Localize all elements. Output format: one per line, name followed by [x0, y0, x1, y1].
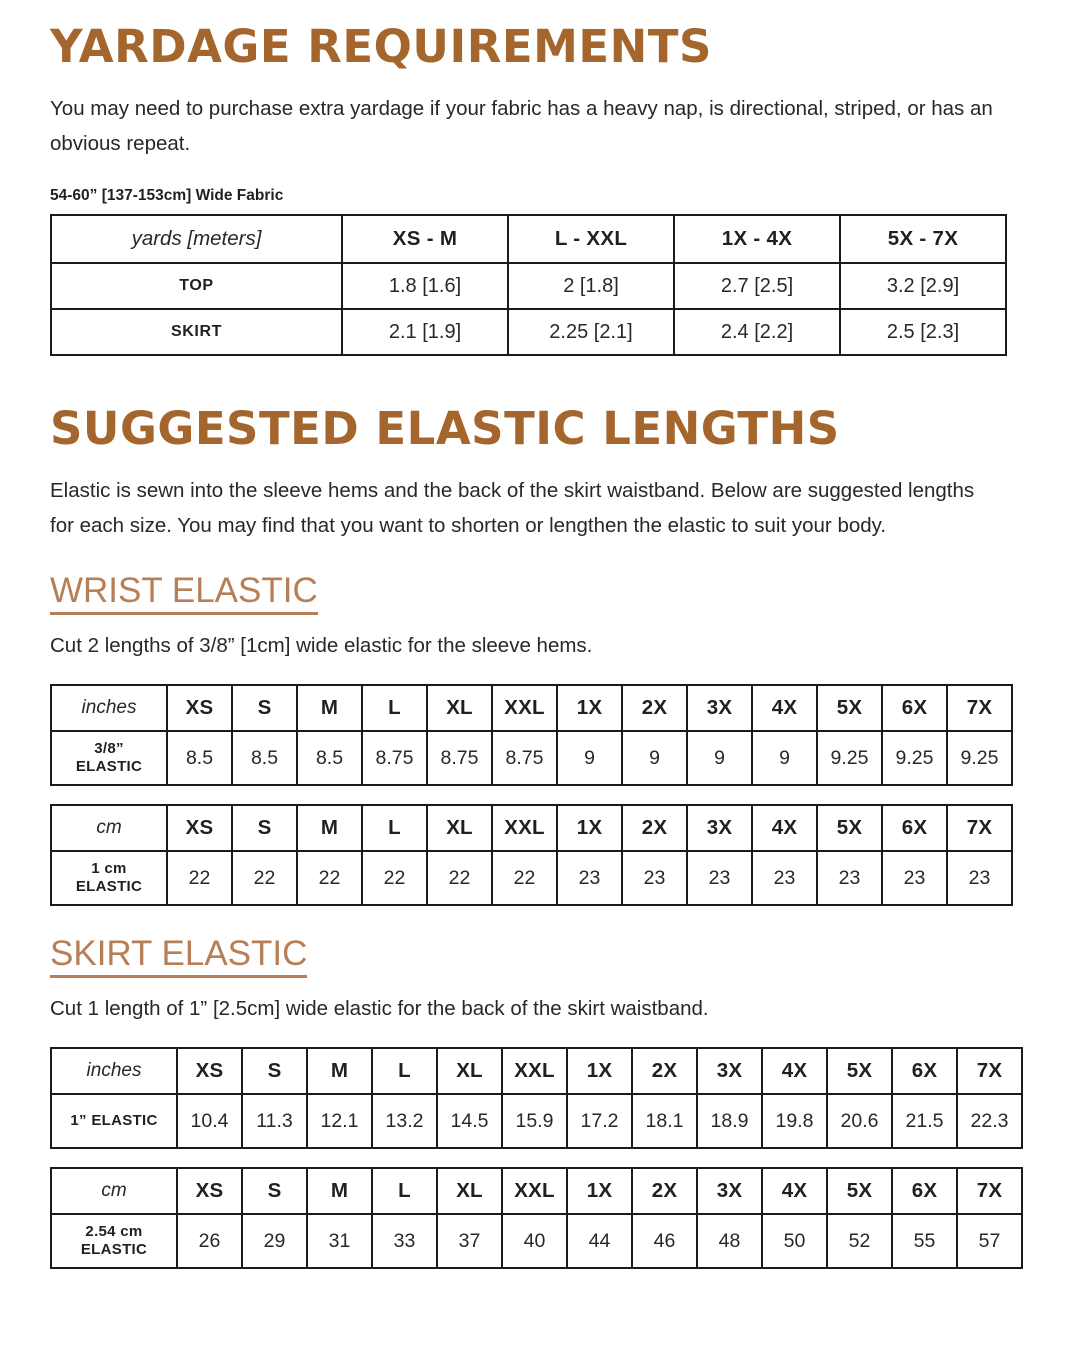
wrist-in-xxl: 8.75 — [492, 731, 557, 785]
yardage-table — [50, 214, 1007, 356]
yardage-unit-label: yards [meters] — [51, 215, 342, 263]
wrist-elastic-inches-table — [50, 684, 1013, 786]
skirt-cm-6x: 55 — [892, 1214, 957, 1268]
size-head-xl: XL — [427, 805, 492, 851]
wrist-in-m: 8.5 — [297, 731, 362, 785]
skirt-cm-m: 31 — [307, 1214, 372, 1268]
size-head-7x: 7X — [957, 1168, 1022, 1214]
yardage-intro-text: You may need to purchase extra yardage if your fabric has a heavy nap, is directional, striped, or has an obvious repeat. — [50, 97, 993, 155]
skirt-in-5x: 20.6 — [827, 1094, 892, 1148]
size-head-l: L — [372, 1048, 437, 1094]
size-head-5x: 5X — [827, 1048, 892, 1094]
wrist-cm-xs: 22 — [167, 851, 232, 905]
skirt-in-l: 13.2 — [372, 1094, 437, 1148]
size-head-1x: 1X — [557, 685, 622, 731]
wrist-cm-m: 22 — [297, 851, 362, 905]
wrist-in-row-label-line2: ELASTIC — [75, 758, 143, 775]
wrist-cm-l: 22 — [362, 851, 427, 905]
skirt-cm-row-label — [51, 1214, 177, 1268]
skirt-cm-xl: 37 — [437, 1214, 502, 1268]
wrist-cm-xxl: 22 — [492, 851, 557, 905]
skirt-in-xl: 14.5 — [437, 1094, 502, 1148]
size-head-l: L — [372, 1168, 437, 1214]
size-head-xxl: XXL — [492, 685, 557, 731]
size-head-1x: 1X — [567, 1048, 632, 1094]
yardage-col-head-0: XS - M — [342, 215, 508, 263]
table-header-row — [51, 215, 1006, 263]
skirt-cm-xxl: 40 — [502, 1214, 567, 1268]
skirt-in-3x: 18.9 — [697, 1094, 762, 1148]
wrist-elastic-cm-table — [50, 804, 1013, 906]
wrist-cm-xl: 22 — [427, 851, 492, 905]
wrist-in-s: 8.5 — [232, 731, 297, 785]
size-head-6x: 6X — [882, 685, 947, 731]
wrist-cm-unit-label: cm — [51, 805, 167, 851]
size-head-xxl: XXL — [502, 1048, 567, 1094]
skirt-in-1x: 17.2 — [567, 1094, 632, 1148]
yardage-col-head-1: L - XXL — [508, 215, 674, 263]
skirt-cm-row-label-line2: ELASTIC — [80, 1241, 148, 1258]
skirt-in-4x: 19.8 — [762, 1094, 827, 1148]
wrist-cm-2x: 23 — [622, 851, 687, 905]
table-header-row — [51, 1048, 1022, 1094]
size-head-3x: 3X — [687, 805, 752, 851]
wrist-cm-4x: 23 — [752, 851, 817, 905]
skirt-cm-7x: 57 — [957, 1214, 1022, 1268]
skirt-cm-l: 33 — [372, 1214, 437, 1268]
skirt-in-m: 12.1 — [307, 1094, 372, 1148]
skirt-in-s: 11.3 — [242, 1094, 307, 1148]
skirt-elastic-section — [50, 906, 1019, 1269]
skirt-cm-2x: 46 — [632, 1214, 697, 1268]
size-head-l: L — [362, 685, 427, 731]
page-title-elastic: SUGGESTED ELASTIC LENGTHS — [50, 402, 840, 455]
yardage-skirt-xs-m: 2.1 [1.9] — [342, 309, 508, 355]
wrist-in-xs: 8.5 — [167, 731, 232, 785]
yardage-row-label-skirt: SKIRT — [51, 309, 342, 355]
size-head-xs: XS — [167, 685, 232, 731]
wrist-in-5x: 9.25 — [817, 731, 882, 785]
wrist-in-6x: 9.25 — [882, 731, 947, 785]
skirt-in-xs: 10.4 — [177, 1094, 242, 1148]
skirt-in-xxl: 15.9 — [502, 1094, 567, 1148]
yardage-col-head-2: 1X - 4X — [674, 215, 840, 263]
size-head-m: M — [297, 685, 362, 731]
wrist-in-unit-label: inches — [51, 685, 167, 731]
size-head-xxl: XXL — [502, 1168, 567, 1214]
wrist-in-row-label-line1: 3/8” — [94, 740, 124, 757]
size-head-m: M — [307, 1168, 372, 1214]
yardage-top-1x-4x: 2.7 [2.5] — [674, 263, 840, 309]
skirt-cm-xs: 26 — [177, 1214, 242, 1268]
size-head-xs: XS — [167, 805, 232, 851]
wrist-in-row-label — [51, 731, 167, 785]
table-header-row — [51, 685, 1012, 731]
size-head-s: S — [232, 685, 297, 731]
size-head-m: M — [307, 1048, 372, 1094]
skirt-in-row-label-line1: 1” ELASTIC — [70, 1112, 158, 1129]
skirt-cm-4x: 50 — [762, 1214, 827, 1268]
wrist-in-xl: 8.75 — [427, 731, 492, 785]
skirt-cm-3x: 48 — [697, 1214, 762, 1268]
yardage-skirt-1x-4x: 2.4 [2.2] — [674, 309, 840, 355]
size-head-m: M — [297, 805, 362, 851]
size-head-2x: 2X — [622, 685, 687, 731]
yardage-skirt-5x-7x: 2.5 [2.3] — [840, 309, 1006, 355]
yardage-top-l-xxl: 2 [1.8] — [508, 263, 674, 309]
wrist-cm-row-label-line1: 1 cm — [91, 860, 127, 877]
size-head-s: S — [242, 1048, 307, 1094]
table-row — [51, 263, 1006, 309]
wrist-cm-1x: 23 — [557, 851, 622, 905]
wrist-cm-3x: 23 — [687, 851, 752, 905]
skirt-cm-s: 29 — [242, 1214, 307, 1268]
size-head-xl: XL — [437, 1048, 502, 1094]
size-head-5x: 5X — [817, 685, 882, 731]
subsection-title-skirt-elastic: SKIRT ELASTIC — [50, 906, 307, 978]
size-head-3x: 3X — [697, 1168, 762, 1214]
skirt-in-7x: 22.3 — [957, 1094, 1022, 1148]
size-head-3x: 3X — [697, 1048, 762, 1094]
size-head-4x: 4X — [762, 1048, 827, 1094]
subsection-title-wrist-elastic: WRIST ELASTIC — [50, 543, 318, 615]
wrist-cm-s: 22 — [232, 851, 297, 905]
wrist-cm-7x: 23 — [947, 851, 1012, 905]
wrist-in-4x: 9 — [752, 731, 817, 785]
table-header-row — [51, 1168, 1022, 1214]
wrist-cm-5x: 23 — [817, 851, 882, 905]
yardage-skirt-l-xxl: 2.25 [2.1] — [508, 309, 674, 355]
size-head-1x: 1X — [557, 805, 622, 851]
yardage-row-label-top: TOP — [51, 263, 342, 309]
size-head-6x: 6X — [892, 1168, 957, 1214]
size-head-2x: 2X — [632, 1048, 697, 1094]
wrist-in-1x: 9 — [557, 731, 622, 785]
wrist-elastic-instruction: Cut 2 lengths of 3/8” [1cm] wide elastic for the sleeve hems. — [50, 634, 593, 657]
size-head-xs: XS — [177, 1168, 242, 1214]
table-row — [51, 309, 1006, 355]
wrist-in-3x: 9 — [687, 731, 752, 785]
size-head-s: S — [232, 805, 297, 851]
wrist-in-2x: 9 — [622, 731, 687, 785]
size-head-4x: 4X — [762, 1168, 827, 1214]
size-head-5x: 5X — [817, 805, 882, 851]
size-head-7x: 7X — [947, 805, 1012, 851]
size-head-4x: 4X — [752, 805, 817, 851]
size-head-l: L — [362, 805, 427, 851]
size-head-4x: 4X — [752, 685, 817, 731]
skirt-cm-1x: 44 — [567, 1214, 632, 1268]
table-row — [51, 851, 1012, 905]
fabric-width-label: 54-60” [137-153cm] Wide Fabric — [50, 187, 284, 204]
size-head-7x: 7X — [957, 1048, 1022, 1094]
wrist-in-l: 8.75 — [362, 731, 427, 785]
skirt-cm-unit-label: cm — [51, 1168, 177, 1214]
size-head-5x: 5X — [827, 1168, 892, 1214]
size-head-2x: 2X — [622, 805, 687, 851]
wrist-cm-row-label-line2: ELASTIC — [75, 878, 143, 895]
skirt-cm-5x: 52 — [827, 1214, 892, 1268]
skirt-in-6x: 21.5 — [892, 1094, 957, 1148]
size-head-2x: 2X — [632, 1168, 697, 1214]
size-head-7x: 7X — [947, 685, 1012, 731]
size-head-s: S — [242, 1168, 307, 1214]
yardage-col-head-3: 5X - 7X — [840, 215, 1006, 263]
size-head-xl: XL — [427, 685, 492, 731]
size-head-6x: 6X — [892, 1048, 957, 1094]
table-row — [51, 1214, 1022, 1268]
yardage-top-xs-m: 1.8 [1.6] — [342, 263, 508, 309]
table-row — [51, 1094, 1022, 1148]
skirt-elastic-instruction: Cut 1 length of 1” [2.5cm] wide elastic for the back of the skirt waistband. — [50, 997, 709, 1020]
skirt-in-row-label — [51, 1094, 177, 1148]
skirt-in-2x: 18.1 — [632, 1094, 697, 1148]
skirt-in-unit-label: inches — [51, 1048, 177, 1094]
skirt-elastic-cm-table — [50, 1167, 1023, 1269]
skirt-cm-row-label-line1: 2.54 cm — [85, 1223, 143, 1240]
wrist-elastic-section — [50, 543, 1019, 906]
size-head-xl: XL — [437, 1168, 502, 1214]
size-head-xs: XS — [177, 1048, 242, 1094]
size-head-xxl: XXL — [492, 805, 557, 851]
size-head-1x: 1X — [567, 1168, 632, 1214]
table-header-row — [51, 805, 1012, 851]
wrist-cm-6x: 23 — [882, 851, 947, 905]
elastic-intro-text: Elastic is sewn into the sleeve hems and the back of the skirt waistband. Below are suggested lengths for each size. You may find that you want to shorten or lengthen the elastic to suit your body. — [50, 479, 975, 537]
size-head-6x: 6X — [882, 805, 947, 851]
skirt-elastic-inches-table — [50, 1047, 1023, 1149]
size-head-3x: 3X — [687, 685, 752, 731]
yardage-top-5x-7x: 3.2 [2.9] — [840, 263, 1006, 309]
page-title-yardage: YARDAGE REQUIREMENTS — [50, 20, 712, 73]
wrist-in-7x: 9.25 — [947, 731, 1012, 785]
wrist-cm-row-label — [51, 851, 167, 905]
table-row — [51, 731, 1012, 785]
